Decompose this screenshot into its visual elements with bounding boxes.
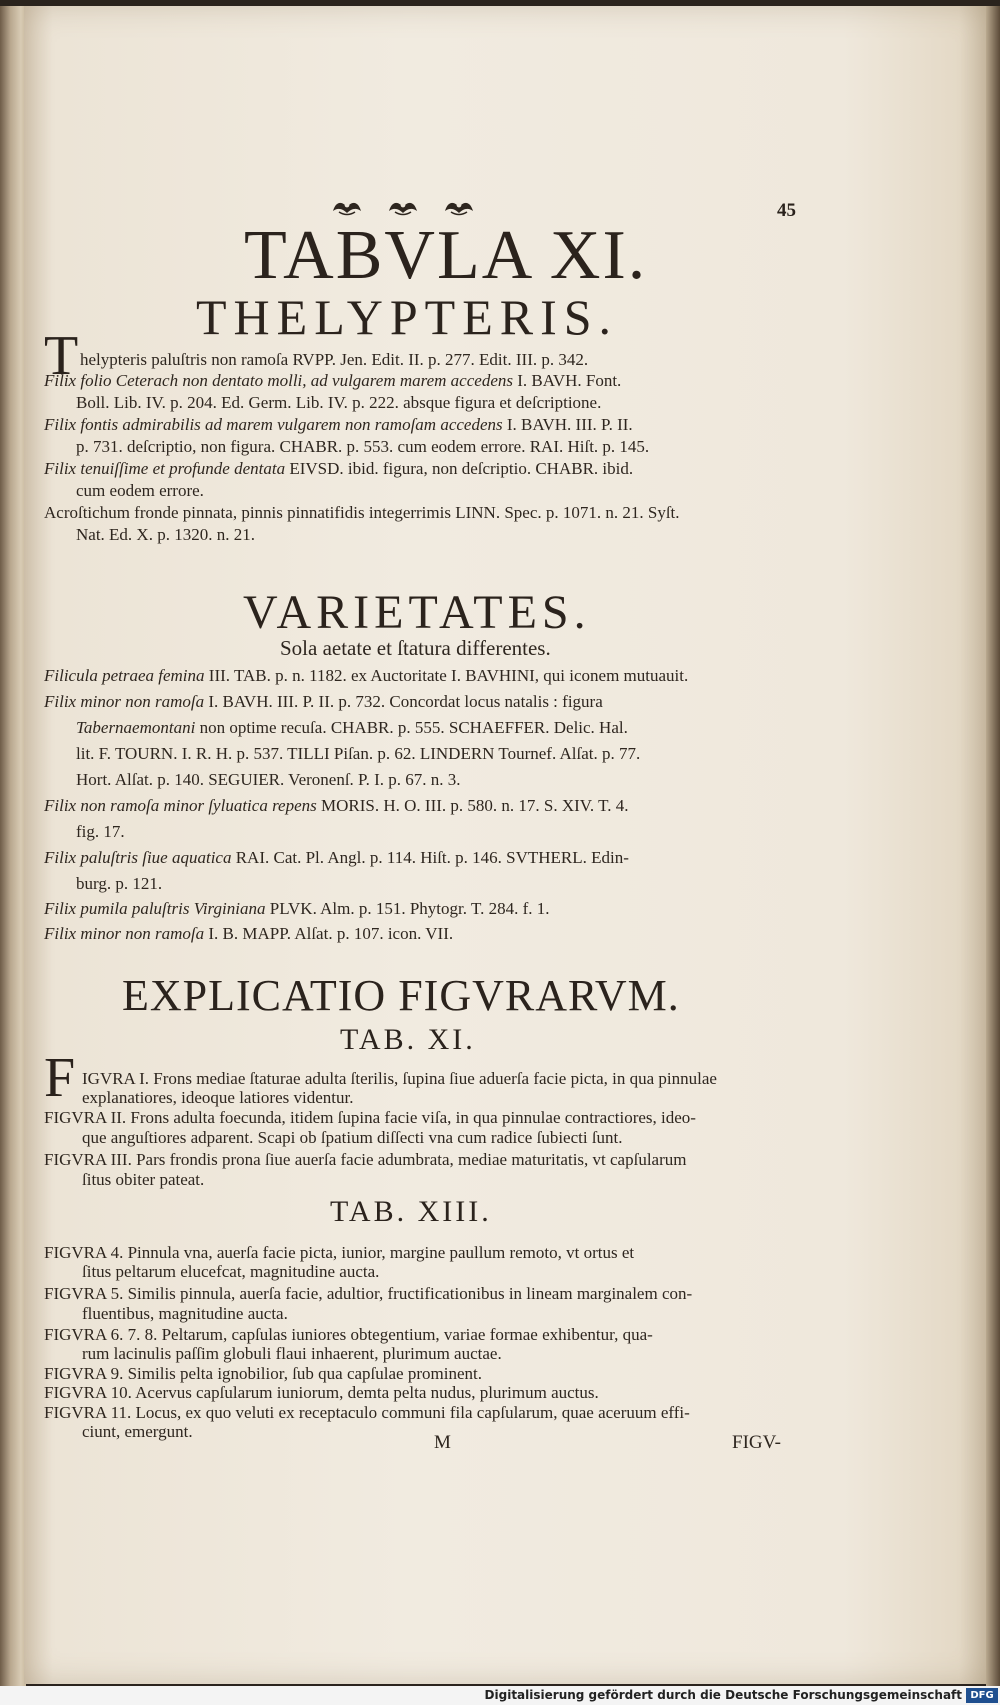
variety-line xyxy=(44,796,628,816)
figure-line: IGVRA I. Frons mediae ſtaturae adulta ſterilis, ſupina ſiue aduerſa facie picta, in qua pinnulae xyxy=(82,1069,717,1088)
dfg-logo: DFG xyxy=(966,1688,998,1703)
variety-ref: PLVK. Alm. p. 151. Phytogr. T. 284. f. 1. xyxy=(265,899,550,918)
floral-ornament-icon xyxy=(442,197,476,217)
catchword: FIGV- xyxy=(732,1432,781,1453)
floral-ornament-icon xyxy=(386,197,420,217)
synonym-line xyxy=(44,459,633,479)
variety-line: Hort. Alſat. p. 140. SEGUIER. Veronenſ. P. I. p. 67. n. 3. xyxy=(76,770,461,789)
variety-name: Filix paluſtris ſiue aquatica xyxy=(44,848,232,867)
variety-name: Filix minor non ramoſa xyxy=(44,692,205,711)
variety-ref: III. TAB. p. n. 1182. ex Auctoritate I. BAVHINI, qui iconem mutuauit. xyxy=(204,666,689,685)
synonym-line: Nat. Ed. X. p. 1320. n. 21. xyxy=(76,525,255,544)
figure-line: FIGVRA 9. Similis pelta ignobilior, ſub qua capſulae prominent. xyxy=(44,1364,482,1383)
variety-ref: non optime recuſa. CHABR. p. 555. SCHAEFFER. Delic. Hal. xyxy=(195,718,628,737)
variety-line: lit. F. TOURN. I. R. H. p. 537. TILLI Piſan. p. 62. LINDERN Tournef. Alſat. p. 77. xyxy=(76,744,641,763)
figure-line: FIGVRA 4. Pinnula vna, auerſa facie picta, iunior, margine paullum remoto, vt ortus et xyxy=(44,1243,635,1262)
variety-ref: RAI. Cat. Pl. Angl. p. 114. Hiſt. p. 146. SVTHERL. Edin- xyxy=(231,848,629,867)
variety-line xyxy=(76,718,628,738)
variety-line: burg. p. 121. xyxy=(76,874,163,893)
variety-name: Filix minor non ramoſa xyxy=(44,924,205,943)
plate-subheading-xiii: TAB. XIII. xyxy=(330,1195,492,1228)
header-ornaments xyxy=(330,197,476,217)
figure-line: FIGVRA III. Pars frondis prona ſiue auerſa facie adumbrata, mediae maturitatis, vt capſularum xyxy=(44,1150,687,1169)
figure-line: FIGVRA 5. Similis pinnula, auerſa facie, adultior, fructificationibus in lineam marginalem con- xyxy=(44,1284,693,1303)
drop-cap: F xyxy=(44,1047,76,1109)
synonym-line xyxy=(80,350,588,370)
floral-ornament-icon xyxy=(330,197,364,217)
variety-line xyxy=(44,848,629,868)
synonym-ref: EIVSD. ibid. figura, non deſcriptio. CHABR. ibid. xyxy=(285,459,634,478)
synonym-name: Filix tenuiſſime et profunde dentata xyxy=(44,459,286,478)
synonym-ref: I. BAVH. III. P. II. xyxy=(502,415,633,434)
figure-line: ſitus peltarum elucefcat, magnitudine aucta. xyxy=(82,1262,380,1281)
synonym-text: helypteris paluſtris non ramoſa RVPP. Jen. Edit. II. p. 277. Edit. III. p. 342. xyxy=(80,350,589,369)
section-subheading: Sola aetate et ſtatura differentes. xyxy=(280,636,551,660)
genus-title: THELYPTERIS. xyxy=(196,289,619,345)
figure-line: FIGVRA 6. 7. 8. Peltarum, capſulas iuniores obtegentium, variae formae exhibentur, qua- xyxy=(44,1325,653,1344)
figure-line: fluentibus, magnitudine aucta. xyxy=(82,1304,288,1323)
figure-line: FIGVRA 10. Acervus capſularum iuniorum, demta pelta nudus, plurimum auctus. xyxy=(44,1383,599,1402)
synonym-line xyxy=(44,371,621,391)
adjacent-page-edge xyxy=(0,6,26,1686)
variety-ref: I. B. MAPP. Alſat. p. 107. icon. VII. xyxy=(204,924,454,943)
section-heading-varietates: VARIETATES. xyxy=(243,586,591,639)
variety-name: Tabernaemontani xyxy=(76,718,196,737)
synonym-ref: I. BAVH. Font. xyxy=(512,371,622,390)
variety-ref: MORIS. H. O. III. p. 580. n. 17. S. XIV. T. 4. xyxy=(316,796,629,815)
variety-name: Filix non ramoſa minor ſyluatica repens xyxy=(44,796,317,815)
variety-name: Filicula petraea femina xyxy=(44,666,205,685)
figure-line: FIGVRA II. Frons adulta foecunda, itidem ſupina facie viſa, in qua pinnulae contractiores, ideo- xyxy=(44,1108,696,1127)
synonym-line: Boll. Lib. IV. p. 204. Ed. Germ. Lib. IV. p. 222. absque figura et deſcriptione. xyxy=(76,393,602,412)
synonym-name: Filix folio Ceterach non dentato molli, ad vulgarem marem accedens xyxy=(44,371,513,390)
synonym-line: cum eodem errore. xyxy=(76,481,204,500)
figure-line: FIGVRA 11. Locus, ex quo veluti ex receptaculo communi fila capſularum, quae aceruum effi- xyxy=(44,1403,690,1422)
variety-line: fig. 17. xyxy=(76,822,125,841)
book-right-edge xyxy=(986,6,1000,1686)
variety-name: Filix pumila paluſtris Virginiana xyxy=(44,899,266,918)
digitization-footer xyxy=(0,1686,1000,1705)
variety-line xyxy=(44,692,603,712)
signature-mark: M xyxy=(434,1432,451,1453)
figure-line: explanatiores, ideoque latiores videntur. xyxy=(82,1088,354,1107)
drop-cap: T xyxy=(44,325,79,387)
synonym-line: p. 731. deſcriptio, non figura. CHABR. p. 553. cum eodem errore. RAI. Hiſt. p. 145. xyxy=(76,437,650,456)
synonym-line: Acroſtichum fronde pinnata, pinnis pinnatifidis integerrimis LINN. Spec. p. 1071. n. 21. Syſt. xyxy=(44,503,680,522)
page-number: 45 xyxy=(777,200,796,221)
figure-line: rum lacinulis paſſim globuli flaui inhaerent, plurimum auctae. xyxy=(82,1344,502,1363)
variety-ref: I. BAVH. III. P. II. p. 732. Concordat locus natalis : figura xyxy=(204,692,603,711)
variety-line xyxy=(44,899,549,919)
figure-line: ſitus obiter pateat. xyxy=(82,1170,205,1189)
plate-subheading-xi: TAB. XI. xyxy=(340,1023,476,1056)
figure-line: ciunt, emergunt. xyxy=(82,1422,193,1441)
plate-title: TABVLA XI. xyxy=(244,217,648,294)
synonym-line xyxy=(44,415,633,435)
variety-line xyxy=(44,924,453,944)
synonym-name: Filix fontis admirabilis ad marem vulgarem non ramoſam accedens xyxy=(44,415,503,434)
section-heading-explicatio: EXPLICATIO FIGVRARVM. xyxy=(122,971,680,1020)
variety-line xyxy=(44,666,688,686)
figure-line: que anguſtiores adparent. Scapi ob ſpatium diſſecti vna cum radice ſubiecti ſunt. xyxy=(82,1128,623,1147)
digitization-note: Digitalisierung gefördert durch die Deutsche Forschungsgemeinschaft xyxy=(484,1688,962,1702)
